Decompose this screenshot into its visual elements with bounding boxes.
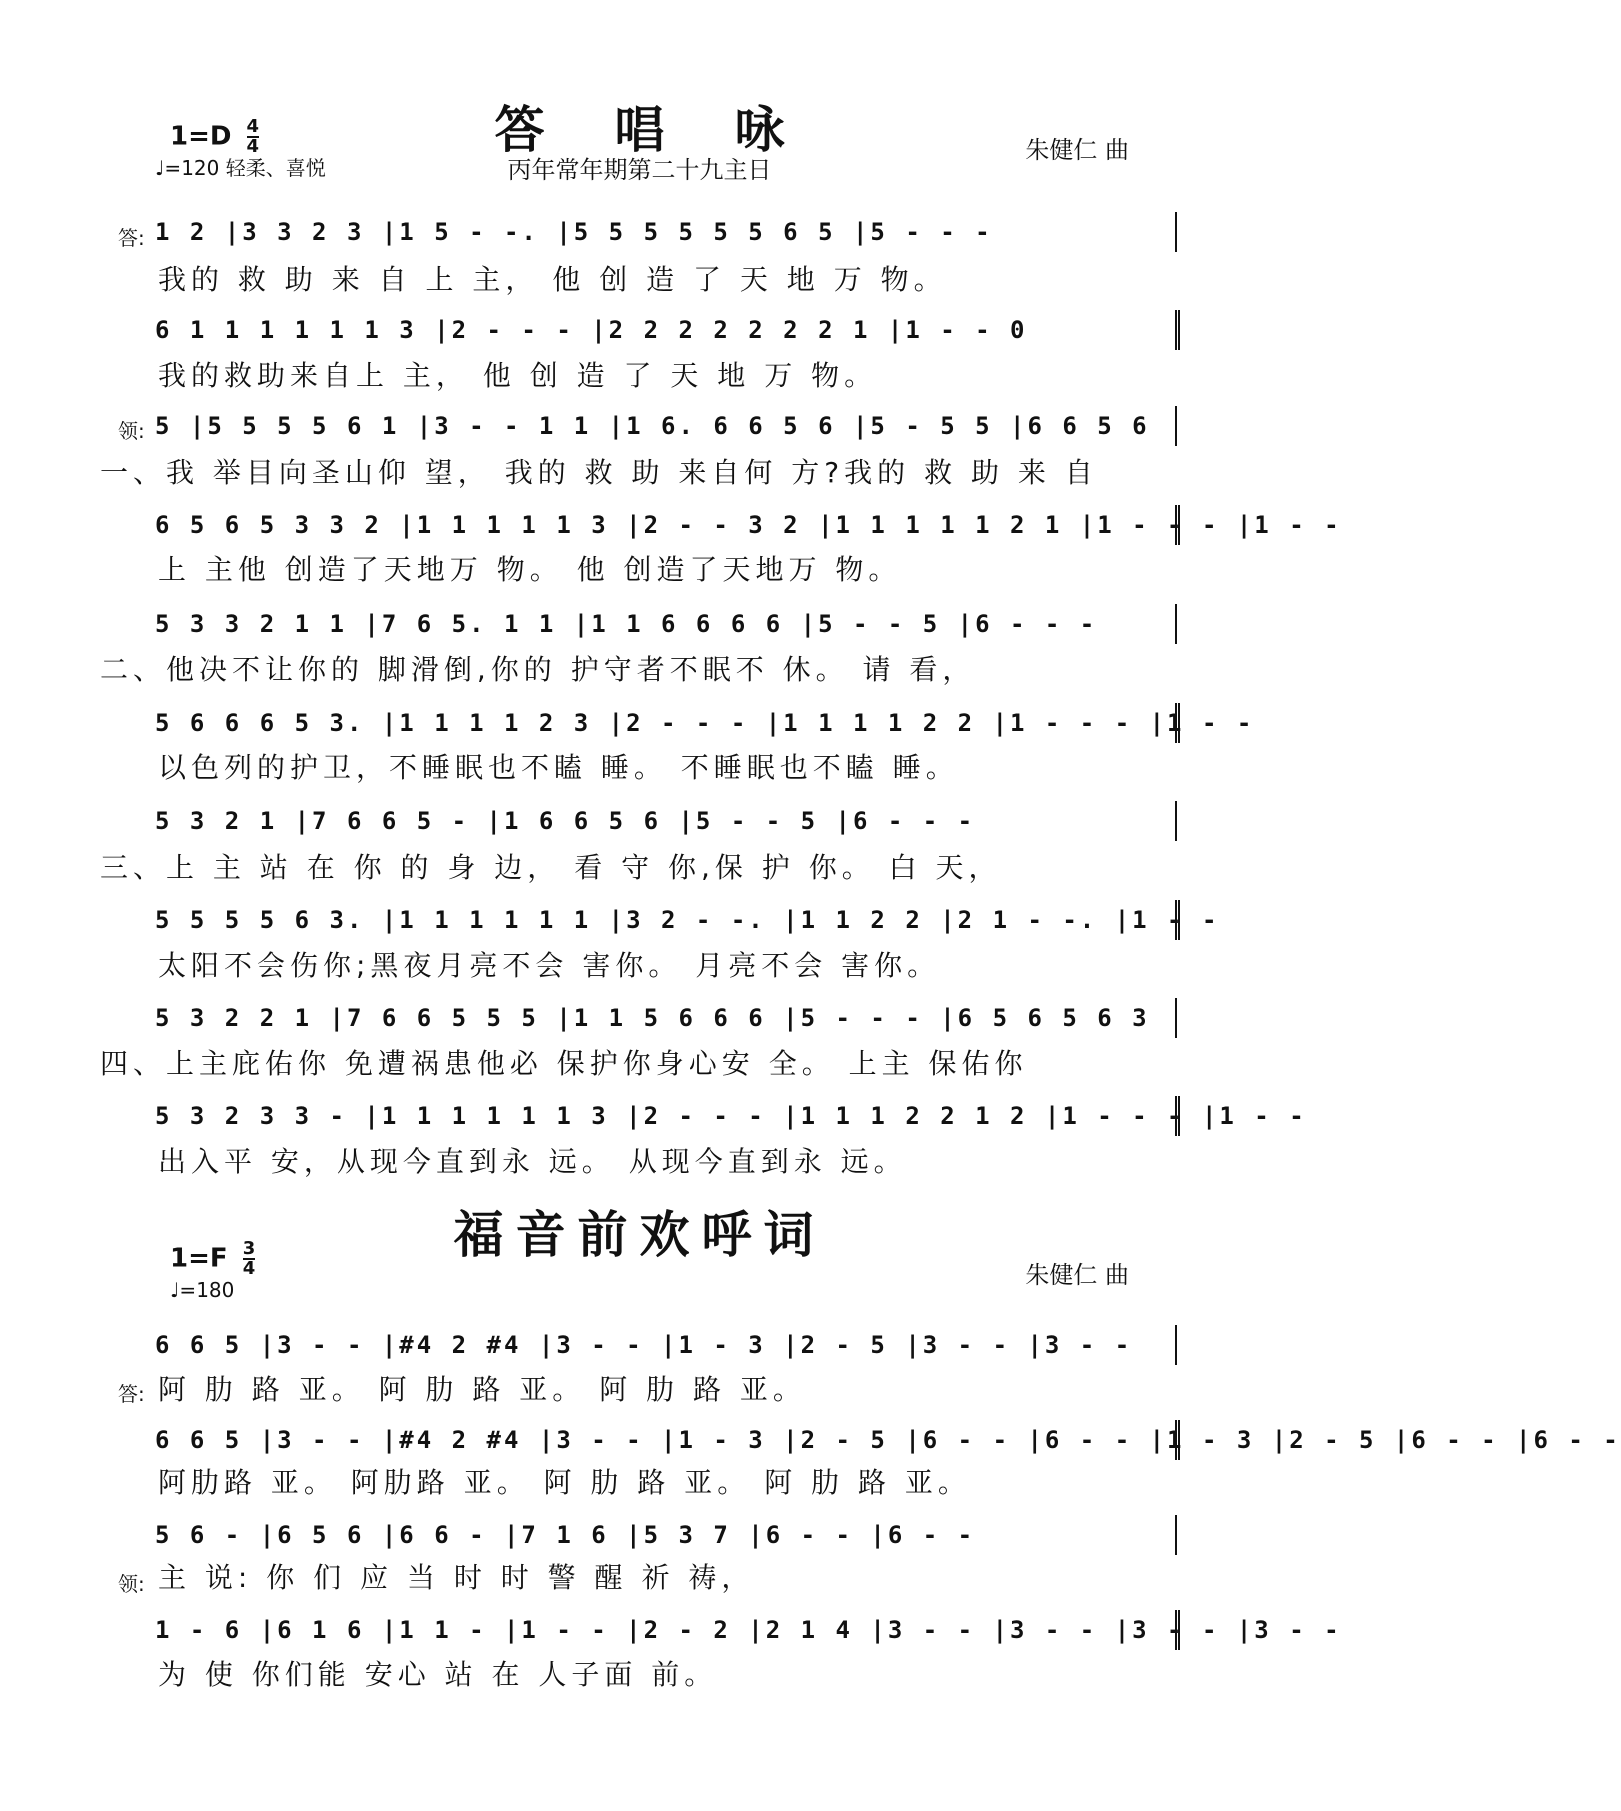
song1-lyrics-row: 我的救助来自上 主， 他 创 造 了 天 地 万 物。 (158, 359, 878, 392)
song1-composer: 朱健仁 曲 (1025, 136, 1129, 164)
song1-time-den: 4 (246, 136, 260, 157)
song1-tempo: ♩=120 轻柔、喜悦 (155, 156, 326, 180)
song1-row-label: 领: (118, 419, 145, 443)
song2-time-den: 4 (242, 1258, 256, 1279)
song2-composer: 朱健仁 曲 (1025, 1261, 1129, 1289)
song1-notation-row: 1 2 |3 3 2 3 |1 5 - -. |5 5 5 5 5 5 6 5 |5 - - - (155, 212, 1177, 252)
song2-row-label: 答: (118, 1382, 145, 1406)
song2-lyrics-row: 阿 肋 路 亚。 阿 肋 路 亚。 阿 肋 路 亚。 (158, 1373, 806, 1406)
song1-notation-row: 5 5 5 5 6 3. |1 1 1 1 1 1 |3 2 - -. |1 1 2 2 |2 1 - -. |1 - - (155, 900, 1180, 940)
song1-lyrics-row: 二、他决不让你的 脚滑倒,你的 护守者不眠不 休。 请 看， (100, 653, 976, 686)
song1-lyrics-row: 一、我 举目向圣山仰 望， 我的 救 助 来自何 方?我的 救 助 来 自 (100, 456, 1098, 489)
song1-lyrics-row: 出入平 安，从现今直到永 远。 从现今直到永 远。 (158, 1145, 907, 1178)
song1-notation-row: 5 |5 5 5 5 6 1 |3 - - 1 1 |1 6. 6 6 5 6 |5 - 5 5 |6 6 5 6 (155, 406, 1177, 446)
song1-notation-row: 5 6 6 6 5 3. |1 1 1 1 2 3 |2 - - - |1 1 1 1 2 2 |1 - - - |1 - - (155, 703, 1180, 743)
song1-lyrics-row: 三、上 主 站 在 你 的 身 边， 看 守 你,保 护 你。 白 天， (100, 851, 1002, 884)
song1-lyrics-row: 上 主他 创造了天地万 物。 他 创造了天地万 物。 (158, 553, 902, 586)
song2-notation-row: 5 6 - |6 5 6 |6 6 - |7 1 6 |5 3 7 |6 - - |6 - - (155, 1515, 1177, 1555)
song1-notation-row: 6 5 6 5 3 3 2 |1 1 1 1 1 3 |2 - - 3 2 |1 1 1 1 1 2 1 |1 - - - |1 - - (155, 505, 1180, 545)
song2-notation-row: 6 6 5 |3 - - |#4 2 #4 |3 - - |1 - 3 |2 - 5 |3 - - |3 - - (155, 1325, 1177, 1365)
song1-notation-row: 5 3 2 2 1 |7 6 6 5 5 5 |1 1 5 6 6 6 |5 - - - |6 5 6 5 6 3 (155, 998, 1177, 1038)
song2-lyrics-row: 为 使 你们能 安心 站 在 人子面 前。 (158, 1658, 718, 1691)
song2-key (170, 1240, 255, 1278)
song2-tempo: ♩=180 (170, 1278, 235, 1302)
song1-lyrics-row: 四、上主庇佑你 免遭祸患他必 保护你身心安 全。 上主 保佑你 (100, 1047, 1028, 1080)
song1-title: 答唱咏 (494, 101, 855, 159)
song2-lyrics-row: 阿肋路 亚。 阿肋路 亚。 阿 肋 路 亚。 阿 肋 路 亚。 (158, 1466, 971, 1499)
song1-row-label: 答: (118, 226, 145, 250)
song1-notation-row: 6 1 1 1 1 1 1 3 |2 - - - |2 2 2 2 2 2 2 1 |1 - - 0 (155, 310, 1180, 350)
song1-key-text: 1=D (170, 121, 232, 152)
song2-row-label: 领: (118, 1572, 145, 1596)
song2-title: 福音前欢呼词 (453, 1206, 826, 1264)
song2-time-num: 3 (242, 1238, 256, 1259)
song2-time-signature (243, 1240, 256, 1278)
song1-lyrics-row: 太阳不会伤你;黑夜月亮不会 害你。 月亮不会 害你。 (158, 949, 941, 982)
song1-lyrics-row: 以色列的护卫，不睡眠也不瞌 睡。 不睡眠也不瞌 睡。 (158, 751, 959, 784)
song1-notation-row: 5 3 3 2 1 1 |7 6 5. 1 1 |1 1 6 6 6 6 |5 - - 5 |6 - - - (155, 604, 1177, 644)
song1-lyrics-row: 我的 救 助 来 自 上 主， 他 创 造 了 天 地 万 物。 (158, 263, 947, 296)
song1-time-num: 4 (246, 116, 260, 137)
song2-key-text: 1=F (170, 1243, 228, 1274)
song2-lyrics-row: 主 说: 你 们 应 当 时 时 警 醒 祈 祷， (158, 1561, 755, 1594)
song2-notation-row: 1 - 6 |6 1 6 |1 1 - |1 - - |2 - 2 |2 1 4 |3 - - |3 - - |3 - - |3 - - (155, 1610, 1180, 1650)
song1-subtitle: 丙年常年期第二十九主日 (507, 156, 772, 184)
song2-notation-row: 6 6 5 |3 - - |#4 2 #4 |3 - - |1 - 3 |2 - 5 |6 - - |6 - - |1 - 3 |2 - 5 |6 - - |6 - - (155, 1420, 1180, 1460)
song1-notation-row: 5 3 2 1 |7 6 6 5 - |1 6 6 5 6 |5 - - 5 |6 - - - (155, 801, 1177, 841)
song1-notation-row: 5 3 2 3 3 - |1 1 1 1 1 1 3 |2 - - - |1 1 1 2 2 1 2 |1 - - - |1 - - (155, 1096, 1180, 1136)
